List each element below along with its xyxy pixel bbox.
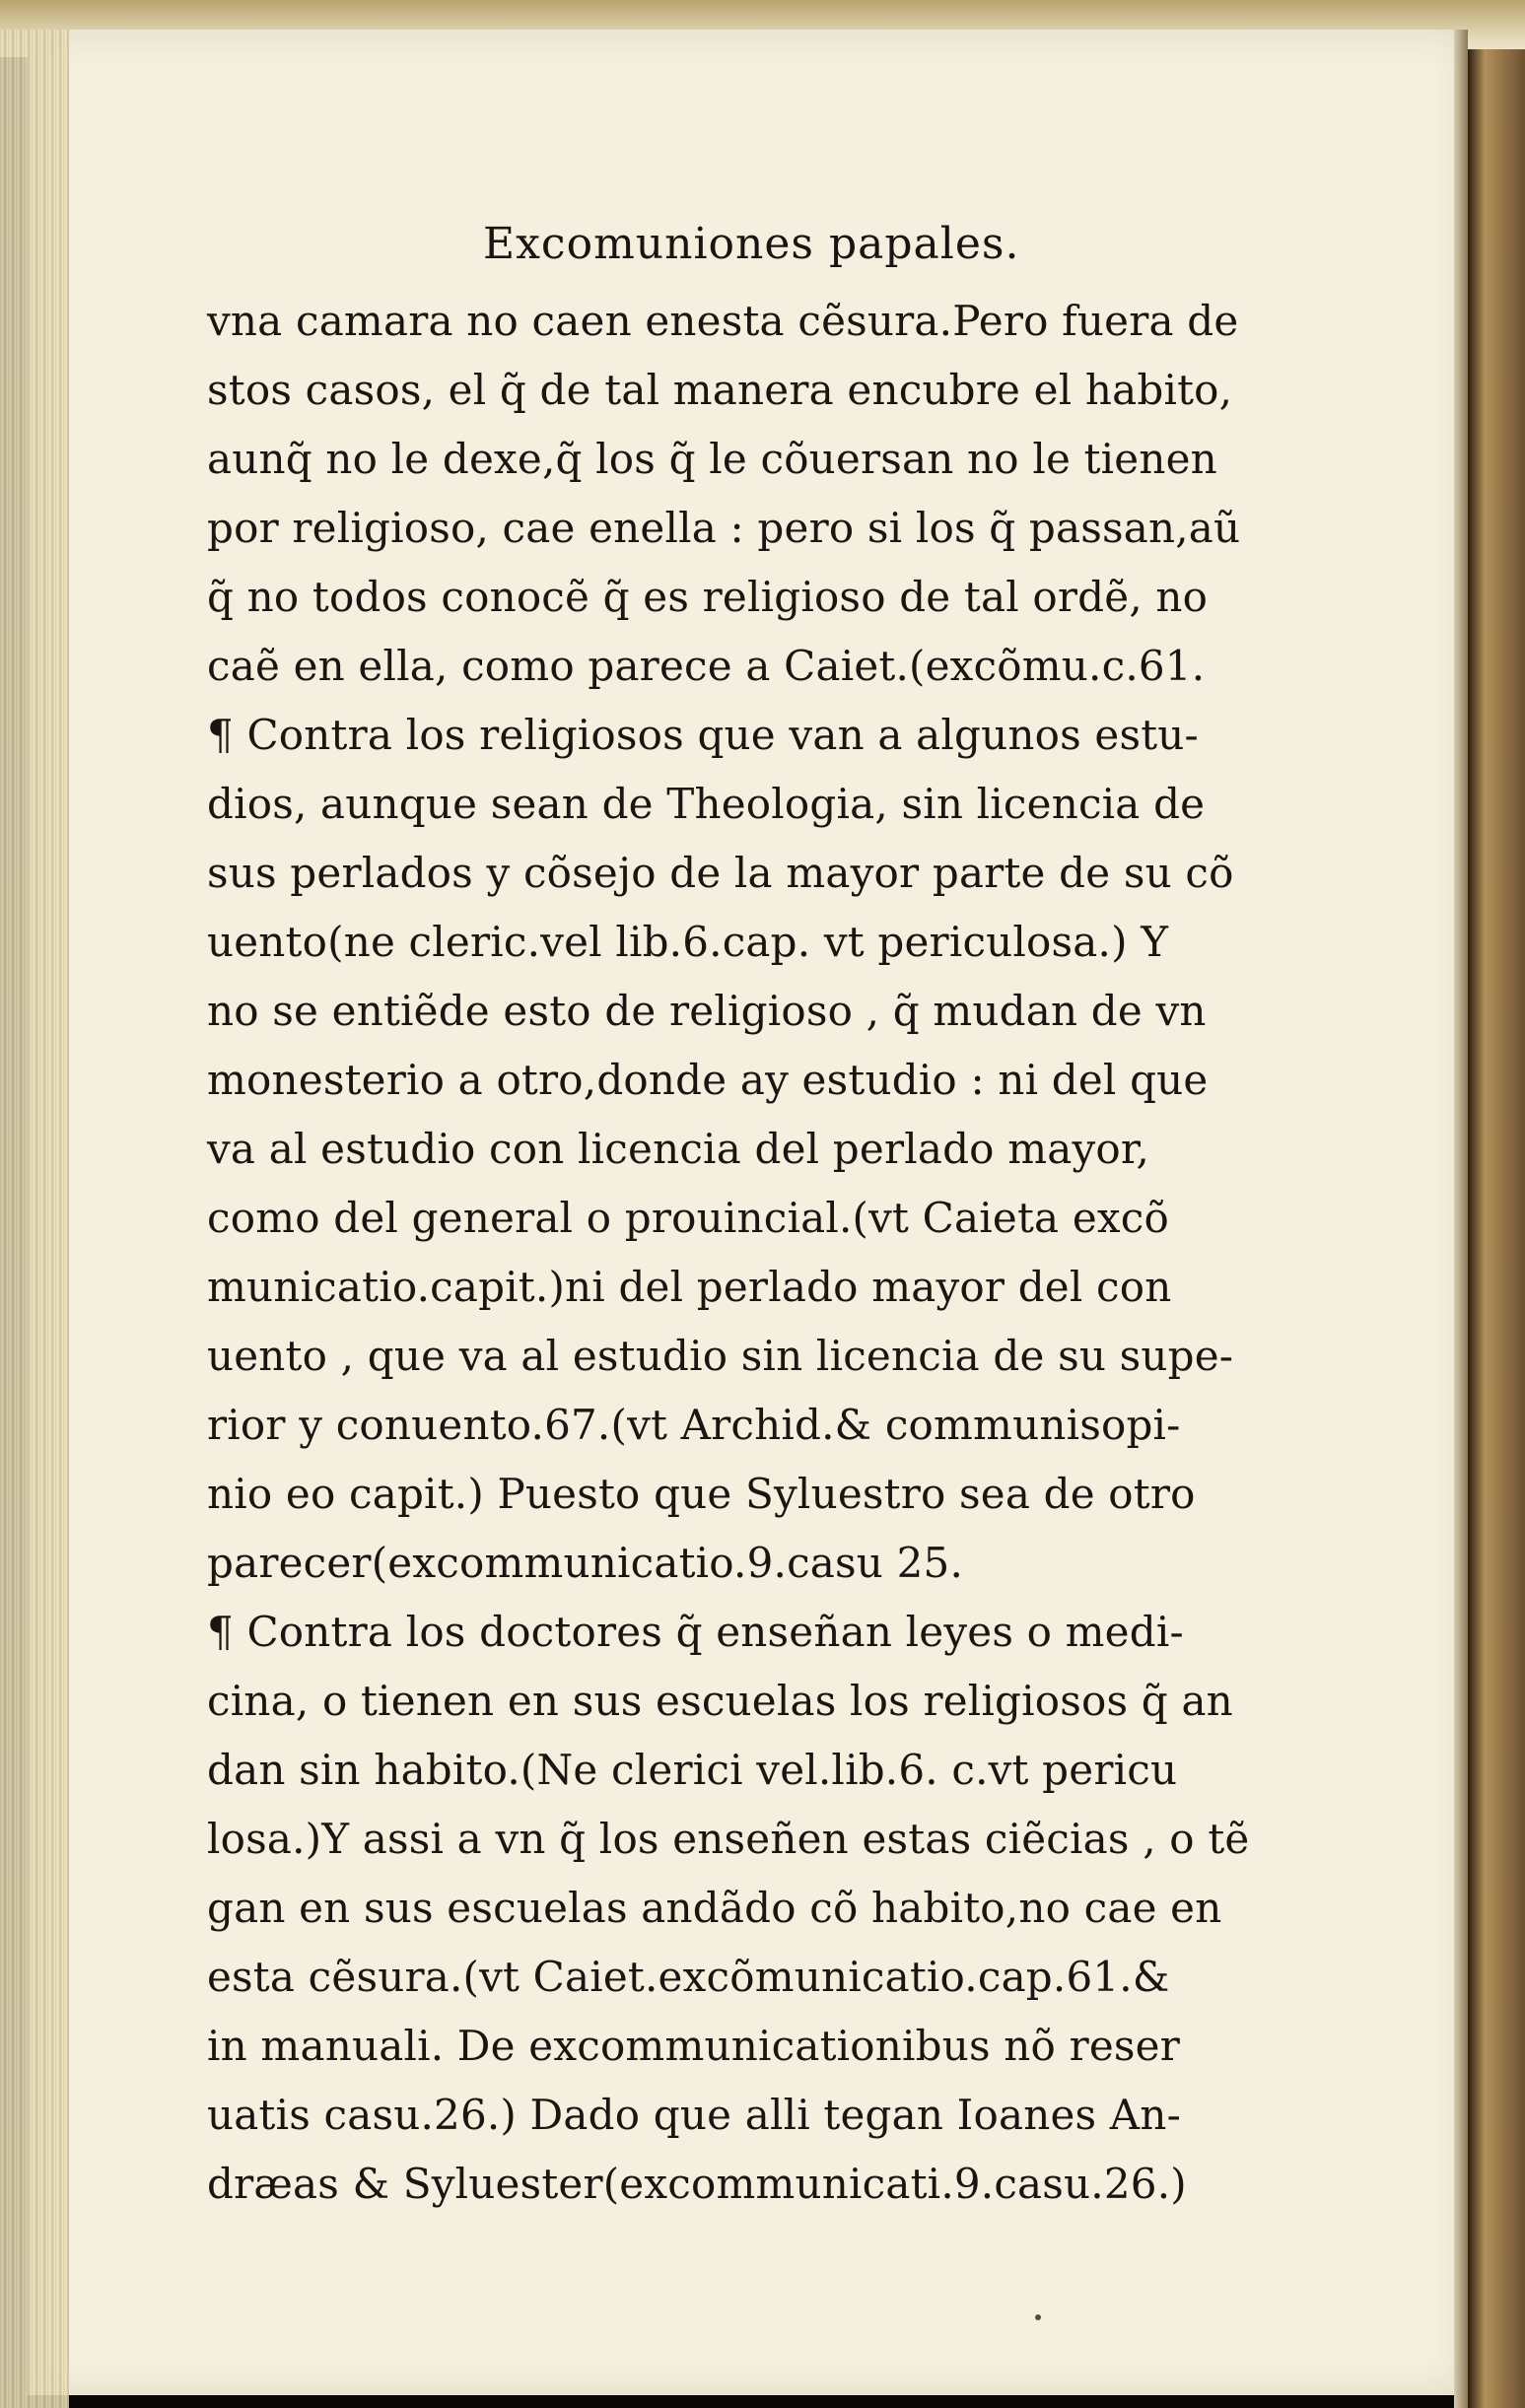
text-line: uento , que va al estudio sin licencia de su supe- xyxy=(207,1332,1234,1380)
text-line: caẽ en ella, como parece a Caiet.(excõmu.c.61. xyxy=(207,642,1206,690)
text-line: q̃ no todos conocẽ q̃ es religioso de tal ordẽ, no xyxy=(207,573,1209,621)
running-head: Excomuniones papales. xyxy=(483,219,1020,269)
paragraph-start-line: ¶ Contra los doctores q̃ enseñan leyes o medi- xyxy=(207,1608,1184,1656)
ink-mark xyxy=(1035,2314,1041,2320)
text-line: dræas & Syluester(excommunicati.9.casu.26.) xyxy=(207,2160,1187,2208)
text-line: uento(ne cleric.vel lib.6.cap. vt periculosa.) Y xyxy=(207,918,1169,966)
text-line: rior y conuento.67.(vt Archid.& communisopi- xyxy=(207,1401,1181,1449)
text-line: va al estudio con licencia del perlado mayor, xyxy=(207,1125,1150,1173)
text-line: losa.)Y assi a vn q̃ los enseñen estas ciẽcias , o tẽ xyxy=(207,1815,1250,1863)
facing-page-edge xyxy=(1468,49,1525,2408)
text-line: por religioso, cae enella : pero si los q̃ passan,aũ xyxy=(207,504,1241,552)
text-line: vna camara no caen enesta cẽsura.Pero fuera de xyxy=(207,297,1239,345)
text-line: nio eo capit.) Puesto que Syluestro sea de otro xyxy=(207,1470,1196,1518)
text-line: monesterio a otro,donde ay estudio : ni del que xyxy=(207,1056,1209,1104)
text-line: sus perlados y cõsejo de la mayor parte de su cõ xyxy=(207,849,1234,897)
text-line: uatis casu.26.) Dado que alli tegan Ioanes An- xyxy=(207,2091,1181,2139)
text-line: gan en sus escuelas andãdo cõ habito,no cae en xyxy=(207,1884,1222,1932)
text-line: municatio.capit.)ni del perlado mayor del con xyxy=(207,1263,1172,1311)
paragraph-start-line: ¶ Contra los religiosos que van a algunos estu- xyxy=(207,711,1199,759)
text-line: aunq̃ no le dexe,q̃ los q̃ le cõuersan no le tienen xyxy=(207,435,1217,483)
text-line: dios, aunque sean de Theologia, sin licencia de xyxy=(207,780,1206,828)
text-line: stos casos, el q̃ de tal manera encubre el habito, xyxy=(207,366,1233,414)
text-line: como del general o prouincial.(vt Caieta excõ xyxy=(207,1194,1169,1242)
text-line: dan sin habito.(Ne clerici vel.lib.6. c.vt pericu xyxy=(207,1746,1178,1794)
text-line: in manuali. De excommunicationibus nõ reser xyxy=(207,2022,1181,2070)
text-line: esta cẽsura.(vt Caiet.excõmunicatio.cap.61.& xyxy=(207,1953,1170,2001)
text-line: cina, o tienen en sus escuelas los religiosos q̃ an xyxy=(207,1677,1233,1725)
text-line: parecer(excommunicatio.9.casu 25. xyxy=(207,1539,963,1587)
text-line: no se entiẽde esto de religioso , q̃ mudan de vn xyxy=(207,987,1207,1035)
book-gutter xyxy=(1454,30,1468,2408)
page-stack-edges xyxy=(0,30,69,2408)
